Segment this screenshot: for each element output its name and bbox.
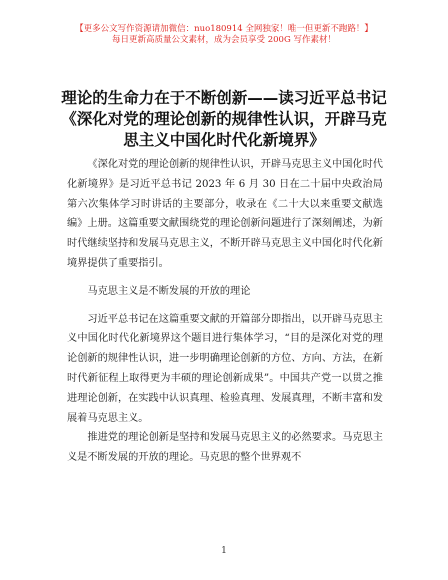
section-heading: 马克思主义是不断发展的开放的理论 — [87, 285, 251, 297]
document-body — [67, 155, 383, 468]
body-paragraph-2: 习近平总书记在这篇重要文献的开篇部分即指出，以开辟马克思主义中国化时代化新境界这个题目进行集体学习，“目的是深化对党的理论创新的规律性认识，进一步明确理论创新的方位、方向、方法，在新时代新征程上取得更为丰硕的理论创新成果”。中国共产党一以贯之推进理论创新，在实践中认识真理、检验真理、发展真理，不断丰富和发展着马克思主义。 — [67, 313, 383, 424]
document-title: 理论的生命力在于不断创新——读习近平总书记《深化对党的理论创新的规律性认识，开辟马克思主义中国化时代化新境界》 — [61, 89, 387, 149]
promo-banner — [0, 24, 448, 46]
promo-line-2: 每日更新高质量公文素材，成为会员享受 200G 写作素材！ — [112, 35, 336, 45]
page-number: 1 — [221, 546, 227, 556]
body-paragraph-3: 推进党的理论创新是坚持和发展马克思主义的必然要求。马克思主义是不断发展的开放的理论。马克思的整个世界观不 — [67, 432, 383, 464]
promo-line-1: 【更多公文写作资源请加微信：nuo180914 全网独家！唯一但更新不跑路！】 — [75, 24, 373, 34]
body-paragraph-1: 《深化对党的理论创新的规律性认识，开辟马克思主义中国化时代化新境界》是习近平总书记 2023 年 6 月 30 日在二十届中央政治局第六次集体学习时讲话的主要部分，收录在《二十大以来重要文献选编》上册。这篇重要文献围绕党的理论创新问题进行了深刻阐述，为新时代继续坚持和发展马克思主义，不断开辟马克思主义中国化时代化新境界提供了重要指引。 — [67, 159, 383, 269]
